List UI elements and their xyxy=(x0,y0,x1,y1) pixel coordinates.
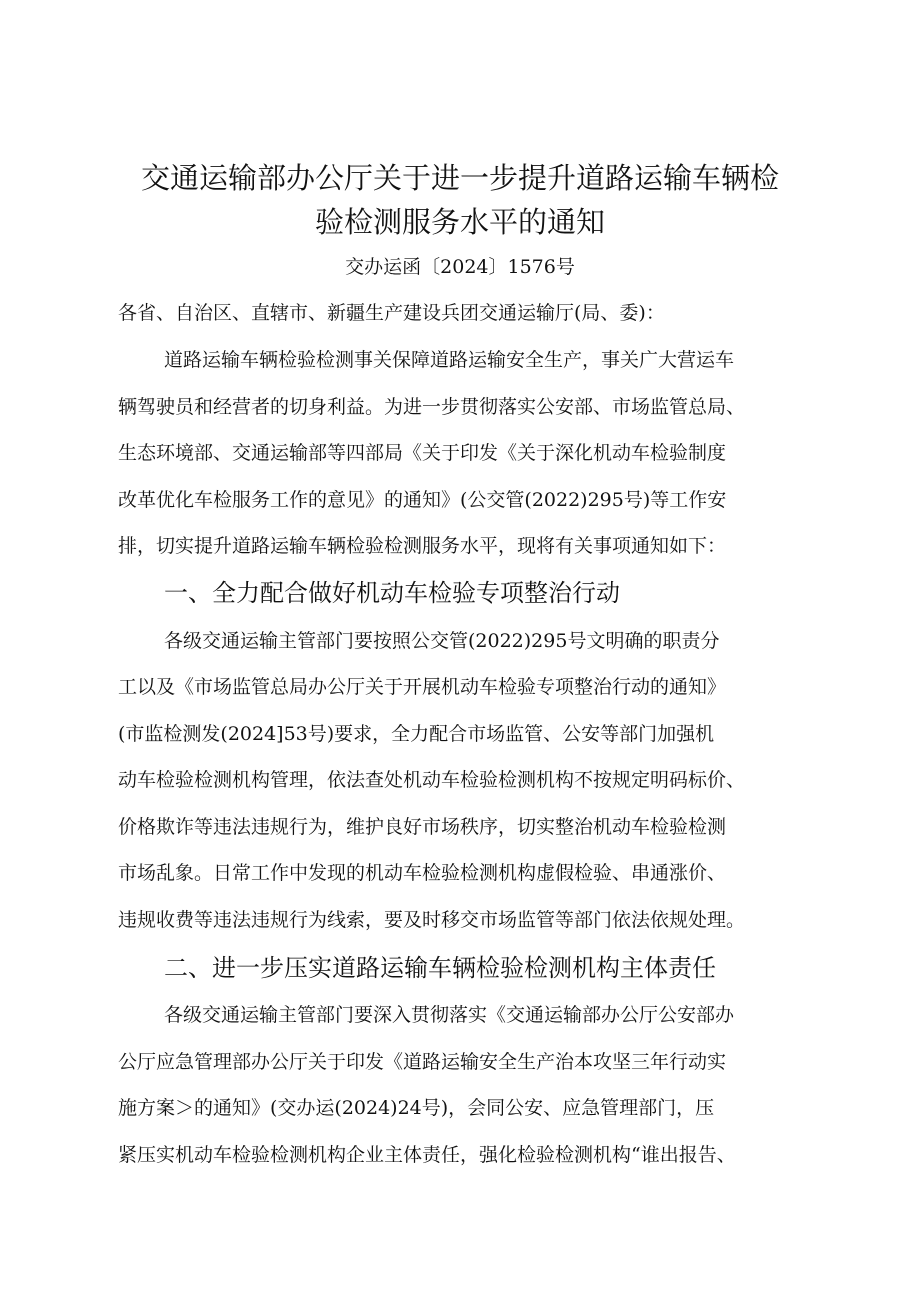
intro-line-1: 道路运输车辆检验检测事关保障道路运输安全生产，事关广大营运车 xyxy=(164,349,735,371)
intro-line-2: 辆驾驶员和经营者的切身利益。为进一步贯彻落实公安部、市场监管总局、 xyxy=(118,396,746,418)
section-1-line-1: 各级交通运输主管部门要按照公交管(2022)295号文明确的职责分 xyxy=(164,630,720,652)
addressee: 各省、自治区、直辖市、新疆生产建设兵团交通运输厅(局、委)： xyxy=(118,302,665,324)
intro-line-4: 改革优化车检服务工作的意见》的通知》(公交管(2022)295号)等工作安 xyxy=(118,489,727,511)
section-1-line-4: 动车检验检测机构管理，依法查处机动车检验检测机构不按规定明码标价、 xyxy=(118,769,746,791)
document-number: 交办运函〔2024〕1576号 xyxy=(345,256,575,278)
section-1-line-5: 价格欺诈等违法违规行为，维护良好市场秩序，切实整治机动车检验检测 xyxy=(118,816,727,838)
section-1-line-3: (市监检测发(2024]53号)要求，全力配合市场监管、公安等部门加强机 xyxy=(118,723,715,745)
section-1-line-2: 工以及《市场监管总局办公厅关于开展机动车检验专项整治行动的通知》 xyxy=(118,676,727,698)
section-2-heading: 二、进一步压实道路运输车辆检验检测机构主体责任 xyxy=(164,954,716,982)
intro-line-5: 排，切实提升道路运输车辆检验检测服务水平，现将有关事项通知如下： xyxy=(118,535,727,557)
section-1-line-6: 市场乱象。日常工作中发现的机动车检验检测机构虚假检验、串通涨价、 xyxy=(118,862,727,884)
section-2-line-3: 施方案＞的通知》(交办运(2024)24号)，会同公安、应急管理部门，压 xyxy=(118,1097,715,1119)
section-1-heading: 一、全力配合做好机动车检验专项整治行动 xyxy=(164,579,620,607)
document-title-line-1: 交通运输部办公厅关于进一步提升道路运输车辆检 xyxy=(140,161,779,195)
intro-line-3: 生态环境部、交通运输部等四部局《关于印发《关于深化机动车检验制度 xyxy=(118,442,727,464)
section-2-line-2: 公厅应急管理部办公厅关于印发《道路运输安全生产治本攻坚三年行动实 xyxy=(118,1051,727,1073)
section-1-line-7: 违规收费等违法违规行为线索，要及时移交市场监管等部门依法依规处理。 xyxy=(118,909,746,931)
section-2-line-4: 紧压实机动车检验检测机构企业主体责任，强化检验检测机构“谁出报告、 xyxy=(118,1144,736,1166)
section-2-line-1: 各级交通运输主管部门要深入贯彻落实《交通运输部办公厅公安部办 xyxy=(164,1004,735,1026)
document-title-line-2: 验检测服务水平的通知 xyxy=(314,205,605,239)
